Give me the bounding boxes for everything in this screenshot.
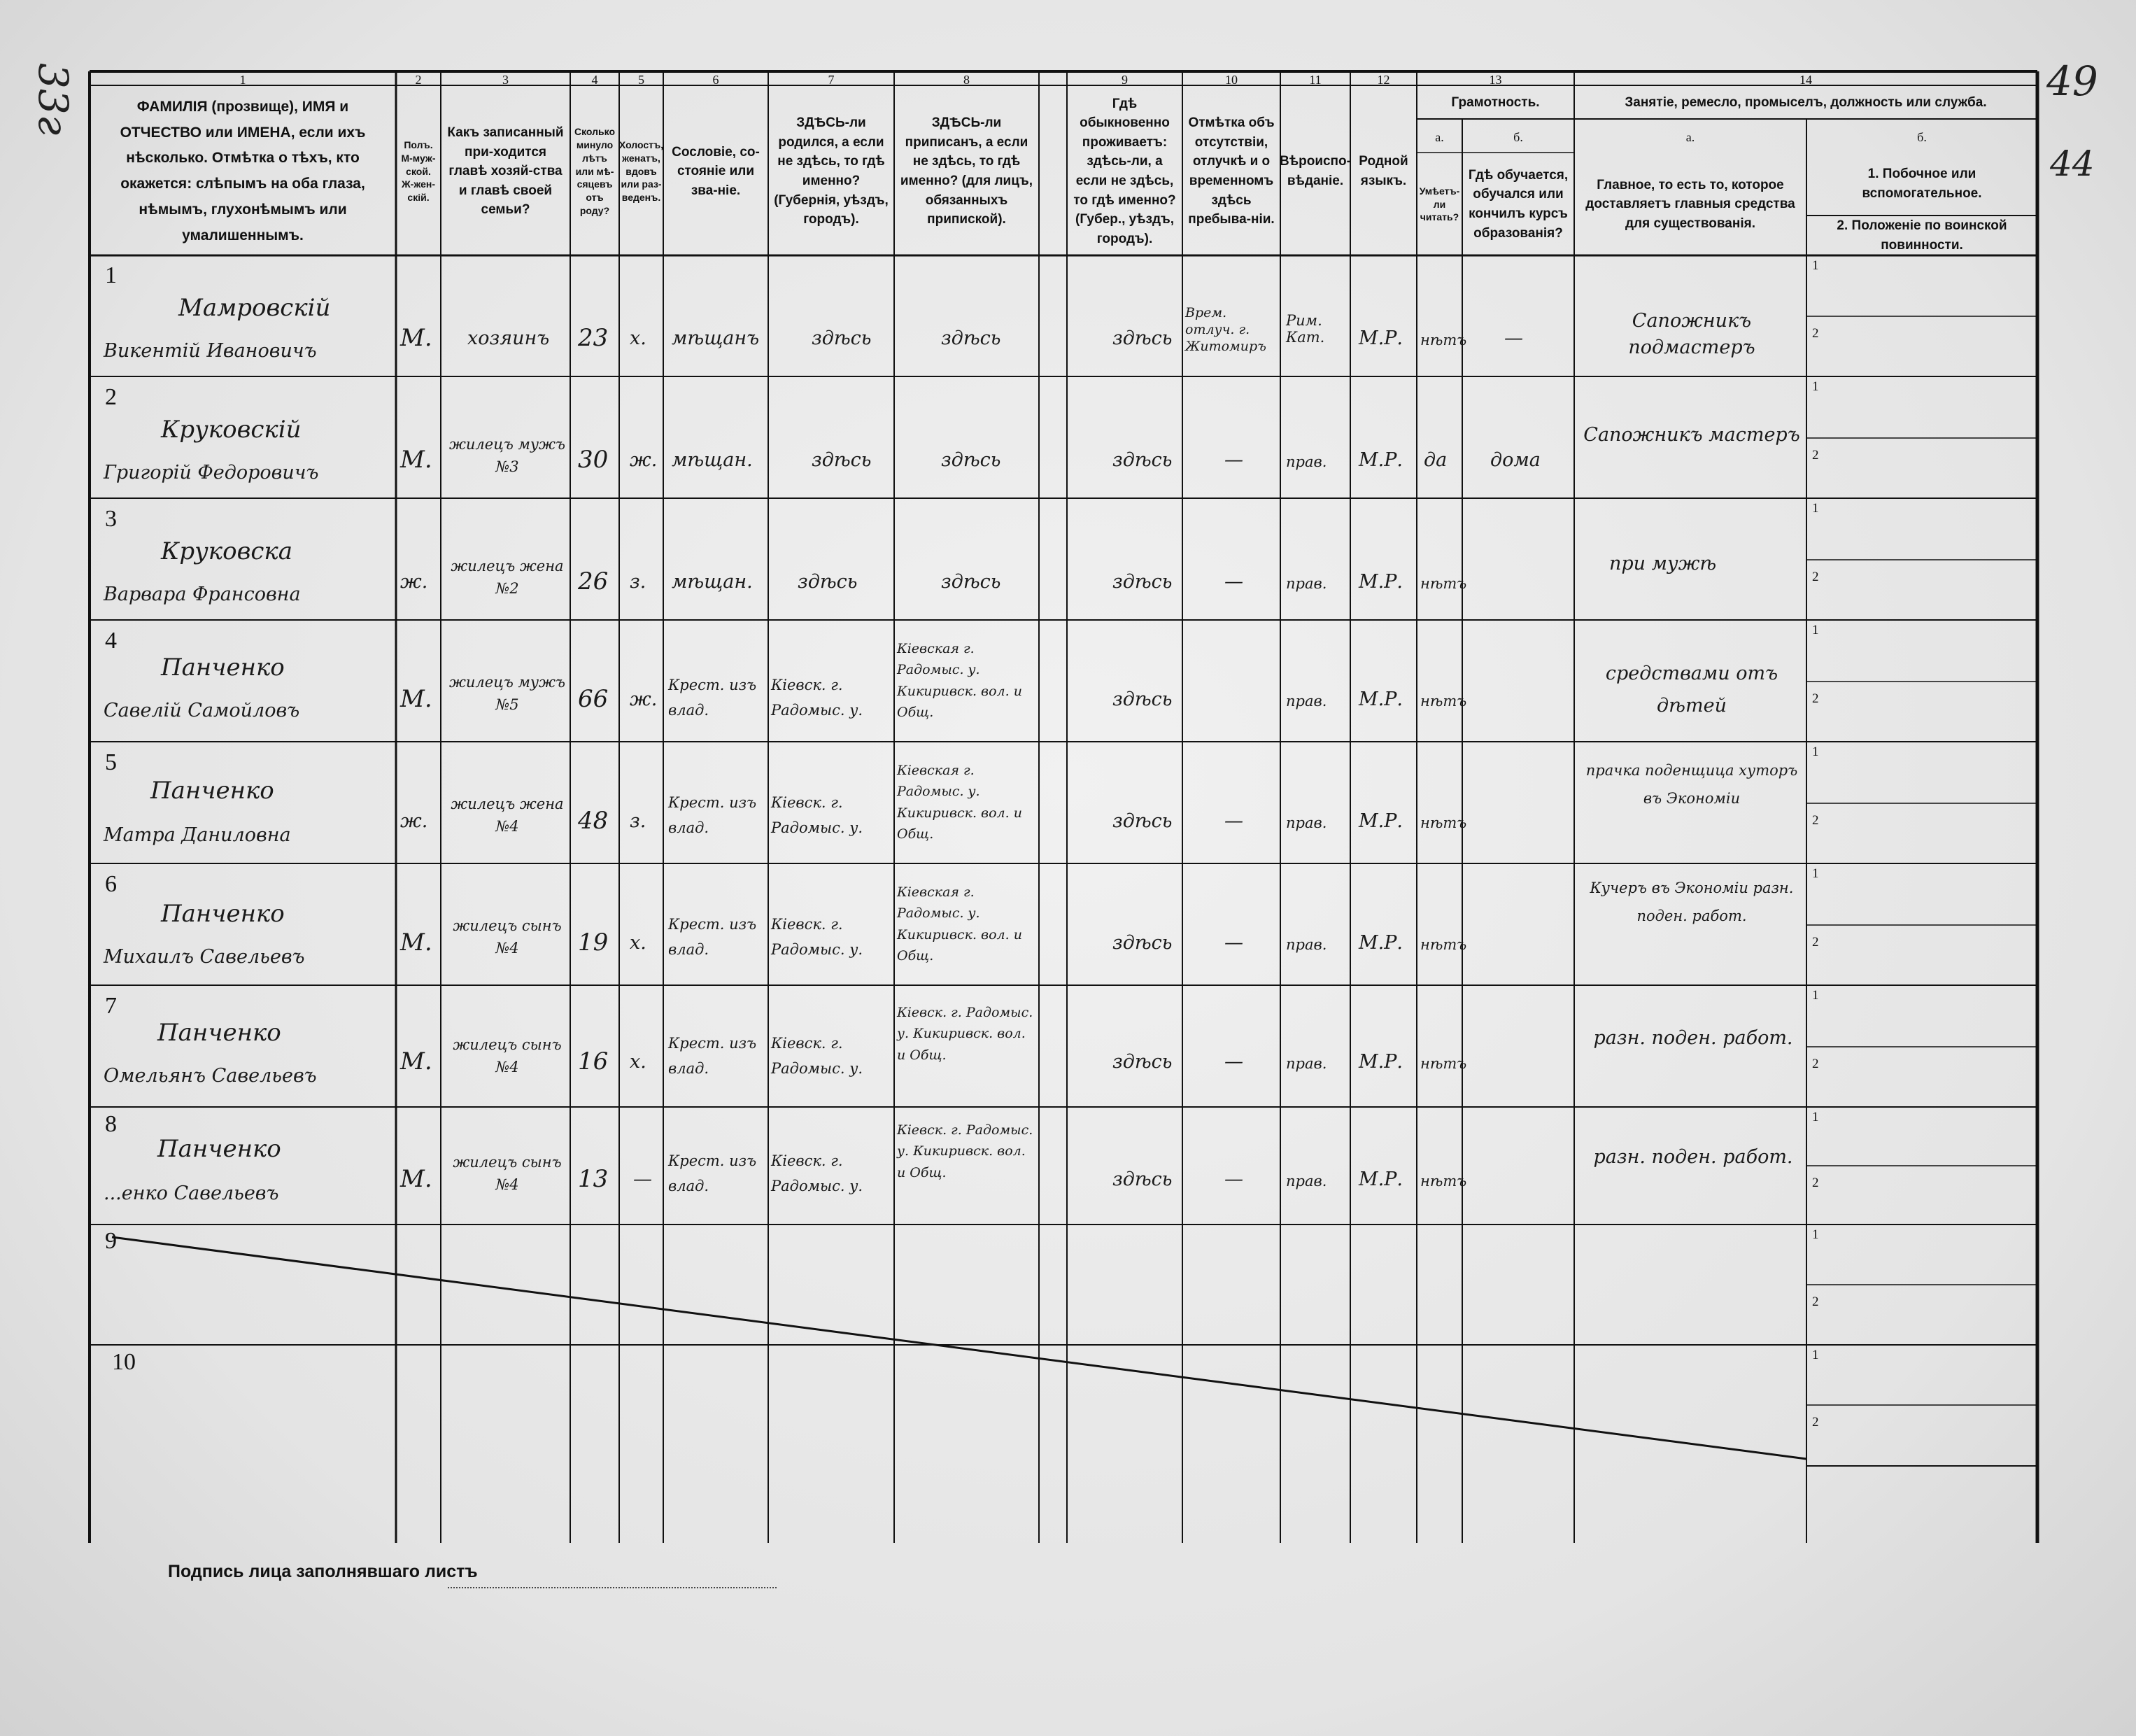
side-occupation-label: 1 (1812, 623, 1819, 637)
residence: здѣсь (1112, 1051, 1173, 1073)
military-label: 2 (1812, 326, 1819, 341)
birthplace: Кіевск. г. Радомыс. у. (771, 1152, 863, 1194)
language: М.Р. (1359, 327, 1403, 349)
age: 16 (578, 1047, 609, 1075)
signature-line[interactable] (448, 1587, 777, 1588)
row-number: 8 (105, 1111, 117, 1137)
religion: прав. (1286, 814, 1327, 831)
main-occupation: прачка поденщица хуторъ въ Экономіи (1585, 762, 1798, 807)
language: М.Р. (1359, 449, 1403, 471)
estate: Крест. изъ влад. (668, 677, 757, 719)
language: М.Р. (1359, 689, 1403, 710)
military-label: 2 (1812, 1176, 1819, 1190)
sex: М. (400, 1047, 432, 1075)
age: 30 (578, 446, 609, 474)
registration: Кіевская г. Радомыс. у. Кикиривск. вол. и Общ. (897, 884, 1022, 964)
column-number-8: 8 (963, 73, 970, 87)
header-marital: Холостъ, женатъ, вдовъ или раз-веденъ. (618, 139, 664, 204)
given-name: ...енко Савельевъ (104, 1183, 279, 1204)
column-number-14: 14 (1799, 73, 1812, 87)
can-read: нѣтъ (1420, 1173, 1467, 1190)
header-registration: ЗДѢСЬ-ли приписанъ, а если не здѣсь, то гдѣ именно? (для лицъ, обязанныхъ припиской). (900, 115, 1033, 227)
marital: — (633, 1169, 652, 1190)
header-sex: Полъ. М-муж-ской. Ж-жен-скій. (401, 139, 436, 204)
row-number: 2 (105, 384, 117, 410)
column-number-13: 13 (1489, 73, 1502, 87)
row-number-empty: 10 (112, 1349, 136, 1375)
registration: Кіевская г. Радомыс. у. Кикиривск. вол. и Общ. (897, 763, 1022, 842)
age: 66 (578, 685, 609, 713)
relation: жилецъ сынъ №4 (453, 1036, 562, 1075)
main-occupation: Сапожникъ подмастеръ (1628, 310, 1755, 358)
sex: М. (400, 929, 432, 957)
registration: Кіевская г. Радомыс. у. Кикиривск. вол. и Общ. (897, 641, 1022, 721)
main-occupation: средствами отъ дѣтей (1605, 663, 1778, 717)
military-label: 2 (1812, 570, 1819, 584)
given-name: Михаилъ Савельевъ (104, 946, 305, 968)
marital: х. (630, 327, 646, 349)
can-read: нѣтъ (1420, 332, 1467, 348)
header-birthplace: ЗДѢСЬ-ли родился, а если не здѣсь, то гдѣ именно? (Губернія, уѣздъ, городъ). (774, 115, 889, 227)
header-can-read: Умѣетъ-ли читать? (1419, 185, 1460, 223)
column-number-12: 12 (1377, 73, 1390, 87)
side-occupation-label: 1 (1812, 1110, 1819, 1124)
age: 48 (578, 807, 609, 835)
header-occupation-a-mark: а. (1685, 130, 1695, 144)
relation: жилецъ мужъ №3 (449, 436, 565, 475)
religion: Рим. Кат. (1286, 312, 1325, 346)
sex: ж. (400, 571, 428, 593)
age: 19 (578, 929, 609, 957)
header-education: Гдѣ обучается, обучался или кончилъ курсъ образованія? (1468, 167, 1569, 241)
language: М.Р. (1359, 1051, 1403, 1073)
given-name: Матра Даниловна (104, 824, 291, 846)
side-occupation-label: 1 (1812, 988, 1819, 1003)
column-number-3: 3 (502, 73, 509, 87)
absence: — (1224, 1051, 1243, 1073)
header-residence: Гдѣ обыкновенно проживаетъ: здѣсь-ли, а если не здѣсь, то гдѣ именно? (Губер., уѣздъ, городъ). (1073, 96, 1176, 246)
can-read: нѣтъ (1420, 693, 1467, 710)
header-literacy: Грамотность. (1451, 95, 1540, 111)
surname: Панченко (157, 1135, 281, 1163)
marital: ж. (630, 449, 658, 471)
column-number-9: 9 (1122, 73, 1128, 87)
margin-note-right-second: 44 (2050, 143, 2095, 184)
registration: Кіевск. г. Радомыс. у. Кикиривск. вол. и Общ. (897, 1122, 1033, 1180)
surname: Панченко (161, 900, 285, 928)
sex: М. (400, 446, 432, 474)
birthplace: Кіевск. г. Радомыс. у. (771, 916, 863, 958)
can-read: нѣтъ (1420, 1055, 1467, 1072)
margin-note-left: 33г (29, 63, 77, 136)
estate: Крест. изъ влад. (668, 916, 757, 958)
age: 23 (578, 324, 609, 352)
military-label: 2 (1812, 448, 1819, 463)
estate: мѣщан. (672, 571, 753, 593)
side-occupation-label: 1 (1812, 501, 1819, 516)
can-read: да (1424, 449, 1448, 471)
header-main-occupation: Главное, то есть то, которое доставляетъ главныя средства для существованія. (1585, 177, 1795, 231)
sex: М. (400, 324, 432, 352)
row-number: 1 (105, 262, 117, 288)
language: М.Р. (1359, 571, 1403, 593)
row-number: 6 (105, 871, 117, 897)
row-number: 3 (105, 506, 117, 532)
residence: здѣсь (1112, 932, 1173, 954)
military-label: 2 (1812, 813, 1819, 828)
side-occupation-label: 1 (1812, 866, 1819, 881)
absence: — (1224, 810, 1243, 832)
absence: — (1224, 932, 1243, 954)
absence: — (1224, 571, 1243, 593)
residence: здѣсь (1112, 327, 1173, 349)
margin-note-right-top: 49 (2046, 57, 2098, 105)
main-occupation: при мужѣ (1609, 553, 1717, 574)
column-number-6: 6 (712, 73, 719, 87)
header-age: Сколько минуло лѣтъ или мѣ-сяцевъ отъ роду? (574, 125, 615, 217)
row-number: 5 (105, 749, 117, 775)
header-estate: Сословіе, со-стояніе или зва-ніе. (672, 144, 760, 198)
row-number: 7 (105, 993, 117, 1019)
row-number-empty: 9 (105, 1228, 117, 1254)
side-occupation-label: 1 (1812, 1227, 1819, 1242)
military-label: 2 (1812, 935, 1819, 950)
row-number: 4 (105, 628, 117, 654)
header-name: ФАМИЛІЯ (прозвище), ИМЯ и ОТЧЕСТВО или ИМЕНА, если ихъ нѣсколько. Отмѣтка о тѣхъ, кто окажется: слѣпымъ на оба глаза, нѣмымъ, глухонѣмымъ или умалишеннымъ. (120, 98, 366, 244)
religion: прав. (1286, 1055, 1327, 1072)
birthplace: здѣсь (812, 449, 872, 471)
military-label: 2 (1812, 1057, 1819, 1071)
header-religion: Вѣроиспо-вѣданіе. (1280, 154, 1351, 188)
surname: Круковска (161, 537, 292, 565)
header-literacy-b-mark: б. (1513, 130, 1523, 144)
side-occupation-label: 1 (1812, 1348, 1819, 1362)
religion: прав. (1286, 936, 1327, 953)
religion: прав. (1286, 575, 1327, 592)
main-occupation: разн. поден. работ. (1593, 1027, 1793, 1049)
column-number-11: 11 (1309, 73, 1322, 87)
side-occupation-label: 1 (1812, 258, 1819, 273)
side-occupation-label: 1 (1812, 744, 1819, 759)
header-language: Родной языкъ. (1359, 154, 1408, 188)
main-occupation: разн. поден. работ. (1593, 1146, 1793, 1168)
estate: Крест. изъ влад. (668, 1035, 757, 1077)
sex: ж. (400, 810, 428, 832)
main-occupation: Сапожникъ мастеръ (1583, 424, 1800, 446)
residence: здѣсь (1112, 449, 1173, 471)
military-label: 2 (1812, 1294, 1819, 1309)
religion: прав. (1286, 693, 1327, 710)
birthplace: Кіевск. г. Радомыс. у. (771, 794, 863, 836)
marital: ж. (630, 689, 658, 710)
given-name: Савелій Самойловъ (104, 700, 300, 721)
column-number-5: 5 (638, 73, 644, 87)
can-read: нѣтъ (1420, 575, 1467, 592)
header-occupation-b-mark: б. (1917, 130, 1927, 144)
estate: мѣщан. (672, 449, 753, 471)
header-relation: Какъ записанный при-ходится главѣ хозяй-ства и главѣ своей семьи? (447, 125, 564, 218)
column-number-7: 7 (828, 73, 835, 87)
surname: Мамровскій (178, 294, 331, 322)
birthplace: здѣсь (812, 327, 872, 349)
column-number-4: 4 (591, 73, 598, 87)
marital: х. (630, 932, 646, 954)
absence: Врем. отлуч. г. Житомиръ (1185, 305, 1266, 354)
education: дома (1490, 449, 1541, 471)
absence: — (1224, 449, 1243, 471)
residence: здѣсь (1112, 689, 1173, 710)
language: М.Р. (1359, 810, 1403, 832)
birthplace: Кіевск. г. Радомыс. у. (771, 677, 863, 719)
age: 26 (578, 567, 609, 595)
relation: жилецъ жена №2 (451, 558, 564, 597)
surname: Панченко (150, 777, 274, 805)
given-name: Омельянъ Савельевъ (104, 1065, 317, 1087)
age: 13 (578, 1165, 609, 1193)
birthplace: здѣсь (798, 571, 858, 593)
registration: Кіевск. г. Радомыс. у. Кикиривск. вол. и Общ. (897, 1005, 1033, 1063)
relation: жилецъ сынъ №4 (453, 917, 562, 957)
relation: хозяинъ (467, 327, 550, 349)
registration: здѣсь (941, 571, 1001, 593)
column-number-2: 2 (415, 73, 422, 87)
side-occupation-label: 1 (1812, 379, 1819, 394)
marital: з. (630, 571, 646, 593)
surname: Панченко (157, 1019, 281, 1047)
relation: жилецъ жена №4 (451, 796, 564, 835)
given-name: Григорій Федоровичъ (104, 462, 319, 484)
header-literacy-a-mark: а. (1435, 130, 1444, 144)
education: — (1504, 327, 1523, 349)
registration: здѣсь (941, 327, 1001, 349)
sex: М. (400, 1165, 432, 1193)
estate: Крест. изъ влад. (668, 794, 757, 836)
sex: М. (400, 685, 432, 713)
can-read: нѣтъ (1420, 936, 1467, 953)
header-occupation: Занятіе, ремесло, промыселъ, должность или служба. (1625, 95, 1987, 111)
signature-label: Подпись лица заполнявшаго листъ (168, 1562, 478, 1581)
column-number-10: 10 (1225, 73, 1238, 87)
language: М.Р. (1359, 932, 1403, 954)
registration: здѣсь (941, 449, 1001, 471)
birthplace: Кіевск. г. Радомыс. у. (771, 1035, 863, 1077)
given-name: Варвара Франсовна (104, 584, 301, 605)
estate: Крест. изъ влад. (668, 1152, 757, 1194)
residence: здѣсь (1112, 1169, 1173, 1190)
marital: з. (630, 810, 646, 832)
relation: жилецъ мужъ №5 (449, 674, 565, 713)
main-occupation: Кучеръ въ Экономіи разн. поден. работ. (1590, 880, 1794, 924)
absence: — (1224, 1169, 1243, 1190)
military-label: 2 (1812, 1415, 1819, 1430)
can-read: нѣтъ (1420, 814, 1467, 831)
column-number-1: 1 (239, 73, 246, 87)
religion: прав. (1286, 1173, 1327, 1190)
residence: здѣсь (1112, 810, 1173, 832)
residence: здѣсь (1112, 571, 1173, 593)
estate: мѣщанъ (672, 327, 760, 349)
language: М.Р. (1359, 1169, 1403, 1190)
marital: х. (630, 1051, 646, 1073)
header-military: 2. Положеніе по воинской повинности. (1837, 218, 2007, 253)
religion: прав. (1286, 453, 1327, 470)
relation: жилецъ сынъ №4 (453, 1154, 562, 1193)
military-label: 2 (1812, 691, 1819, 706)
surname: Круковскій (161, 416, 302, 444)
header-absence: Отмѣтка объ отсутствіи, отлучкѣ и о временномъ здѣсь пребыва-ніи. (1188, 115, 1275, 227)
surname: Панченко (161, 654, 285, 682)
header-side-occupation: 1. Побочное или вспомогательное. (1862, 167, 1982, 201)
given-name: Викентій Ивановичъ (104, 340, 317, 362)
